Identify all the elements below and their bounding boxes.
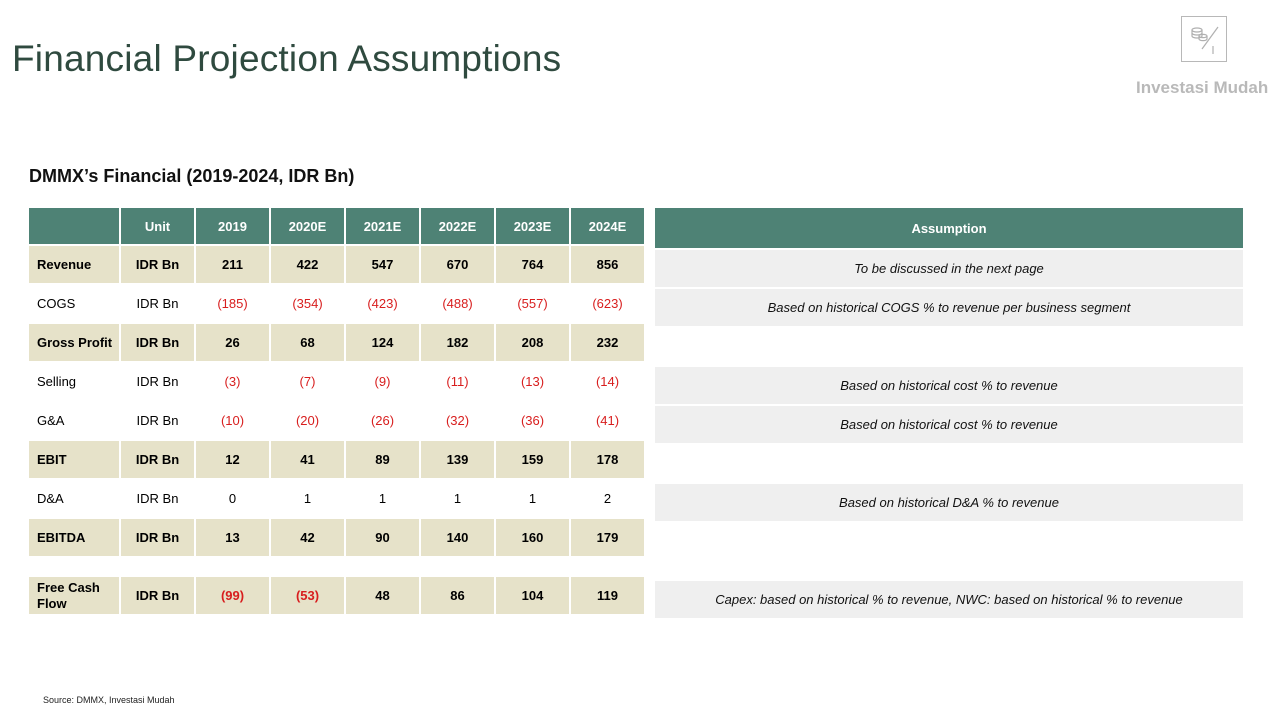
header-unit: Unit xyxy=(121,208,196,246)
value-cell: 90 xyxy=(346,519,421,558)
assumption-cell: To be discussed in the next page xyxy=(655,250,1243,289)
value-cell: 119 xyxy=(571,577,646,616)
assumption-row xyxy=(655,367,1243,406)
value-cell: (557) xyxy=(496,285,571,324)
value-cell: 179 xyxy=(571,519,646,558)
value-cell: 2 xyxy=(571,480,646,519)
value-cell: 0 xyxy=(196,480,271,519)
value-cell: (488) xyxy=(421,285,496,324)
spacer-cell xyxy=(29,558,646,577)
header-2024e: 2024E xyxy=(571,208,646,246)
value-cell: 140 xyxy=(421,519,496,558)
table-row-revenue xyxy=(29,246,646,285)
value-cell: 547 xyxy=(346,246,421,285)
assumption-row xyxy=(655,484,1243,523)
value-cell: 211 xyxy=(196,246,271,285)
assumption-cell xyxy=(655,328,1243,367)
assumption-cell xyxy=(655,523,1243,562)
brand-name: Investasi Mudah xyxy=(1136,78,1269,97)
row-unit: IDR Bn xyxy=(121,441,196,480)
value-cell: 178 xyxy=(571,441,646,480)
value-cell: (423) xyxy=(346,285,421,324)
row-unit: IDR Bn xyxy=(121,285,196,324)
assumption-cell: Based on historical D&A % to revenue xyxy=(655,484,1243,523)
row-unit: IDR Bn xyxy=(121,402,196,441)
row-label: Selling xyxy=(29,363,121,402)
assumption-cell: Based on historical COGS % to revenue per business segment xyxy=(655,289,1243,328)
value-cell: (623) xyxy=(571,285,646,324)
value-cell: 856 xyxy=(571,246,646,285)
assumption-cell: Based on historical cost % to revenue xyxy=(655,406,1243,445)
assumption-header-row xyxy=(655,208,1243,250)
table-header-row xyxy=(29,208,646,246)
assumption-cell: Capex: based on historical % to revenue, NWC: based on historical % to revenue xyxy=(655,581,1243,620)
value-cell: 422 xyxy=(271,246,346,285)
assumption-cell xyxy=(655,445,1243,484)
value-cell: 1 xyxy=(346,480,421,519)
value-cell: 42 xyxy=(271,519,346,558)
value-cell: (9) xyxy=(346,363,421,402)
value-cell: 68 xyxy=(271,324,346,363)
header-2023e: 2023E xyxy=(496,208,571,246)
row-unit: IDR Bn xyxy=(121,324,196,363)
assumption-table xyxy=(655,208,1243,620)
row-unit: IDR Bn xyxy=(121,246,196,285)
value-cell: (36) xyxy=(496,402,571,441)
assumption-cell: Based on historical cost % to revenue xyxy=(655,367,1243,406)
value-cell: 160 xyxy=(496,519,571,558)
value-cell: 86 xyxy=(421,577,496,616)
page-title: Financial Projection Assumptions xyxy=(12,38,562,79)
row-label: G&A xyxy=(29,402,121,441)
spacer-cell xyxy=(655,562,1243,581)
header-2021e: 2021E xyxy=(346,208,421,246)
row-unit: IDR Bn xyxy=(121,519,196,558)
value-cell: (3) xyxy=(196,363,271,402)
value-cell: (20) xyxy=(271,402,346,441)
coins-pencil-icon xyxy=(1181,16,1227,62)
table-row-ebit xyxy=(29,441,646,480)
value-cell: 26 xyxy=(196,324,271,363)
header-blank xyxy=(29,208,121,246)
value-cell: 89 xyxy=(346,441,421,480)
value-cell: (26) xyxy=(346,402,421,441)
row-label: Free Cash Flow xyxy=(29,577,121,616)
value-cell: (10) xyxy=(196,402,271,441)
value-cell: 232 xyxy=(571,324,646,363)
row-unit: IDR Bn xyxy=(121,480,196,519)
value-cell: 124 xyxy=(346,324,421,363)
value-cell: (53) xyxy=(271,577,346,616)
row-unit: IDR Bn xyxy=(121,577,196,616)
value-cell: 1 xyxy=(271,480,346,519)
assumption-row xyxy=(655,406,1243,445)
table-row-free-cash-flow xyxy=(29,577,646,616)
row-label: EBITDA xyxy=(29,519,121,558)
value-cell: 13 xyxy=(196,519,271,558)
table-subtitle: DMMX’s Financial (2019-2024, IDR Bn) xyxy=(29,166,355,186)
brand-logo xyxy=(1130,14,1280,104)
assumption-row xyxy=(655,445,1243,484)
value-cell: (32) xyxy=(421,402,496,441)
assumption-spacer-row xyxy=(655,562,1243,581)
value-cell: 1 xyxy=(496,480,571,519)
value-cell: 208 xyxy=(496,324,571,363)
value-cell: 139 xyxy=(421,441,496,480)
table-row-d-and-a xyxy=(29,480,646,519)
assumption-row xyxy=(655,328,1243,367)
header-2019: 2019 xyxy=(196,208,271,246)
table-row-ebitda xyxy=(29,519,646,558)
header-2022e: 2022E xyxy=(421,208,496,246)
row-label: Gross Profit xyxy=(29,324,121,363)
assumption-row xyxy=(655,581,1243,620)
source-note: Source: DMMX, Investasi Mudah xyxy=(43,695,175,705)
table-row-selling xyxy=(29,363,646,402)
value-cell: (354) xyxy=(271,285,346,324)
table-spacer-row xyxy=(29,558,646,577)
value-cell: 670 xyxy=(421,246,496,285)
value-cell: 48 xyxy=(346,577,421,616)
assumption-header: Assumption xyxy=(655,208,1243,250)
value-cell: 41 xyxy=(271,441,346,480)
assumption-row xyxy=(655,523,1243,562)
row-unit: IDR Bn xyxy=(121,363,196,402)
value-cell: 1 xyxy=(421,480,496,519)
assumption-row xyxy=(655,289,1243,328)
value-cell: (7) xyxy=(271,363,346,402)
value-cell: (185) xyxy=(196,285,271,324)
financial-table xyxy=(29,208,646,616)
value-cell: 159 xyxy=(496,441,571,480)
table-row-g-and-a xyxy=(29,402,646,441)
header-2020e: 2020E xyxy=(271,208,346,246)
row-label: EBIT xyxy=(29,441,121,480)
table-row-gross-profit xyxy=(29,324,646,363)
row-label: D&A xyxy=(29,480,121,519)
value-cell: 182 xyxy=(421,324,496,363)
row-label: COGS xyxy=(29,285,121,324)
row-label: Revenue xyxy=(29,246,121,285)
value-cell: (99) xyxy=(196,577,271,616)
value-cell: 764 xyxy=(496,246,571,285)
assumption-row xyxy=(655,250,1243,289)
table-row-cogs xyxy=(29,285,646,324)
value-cell: (13) xyxy=(496,363,571,402)
value-cell: (41) xyxy=(571,402,646,441)
value-cell: 104 xyxy=(496,577,571,616)
value-cell: (14) xyxy=(571,363,646,402)
value-cell: (11) xyxy=(421,363,496,402)
value-cell: 12 xyxy=(196,441,271,480)
